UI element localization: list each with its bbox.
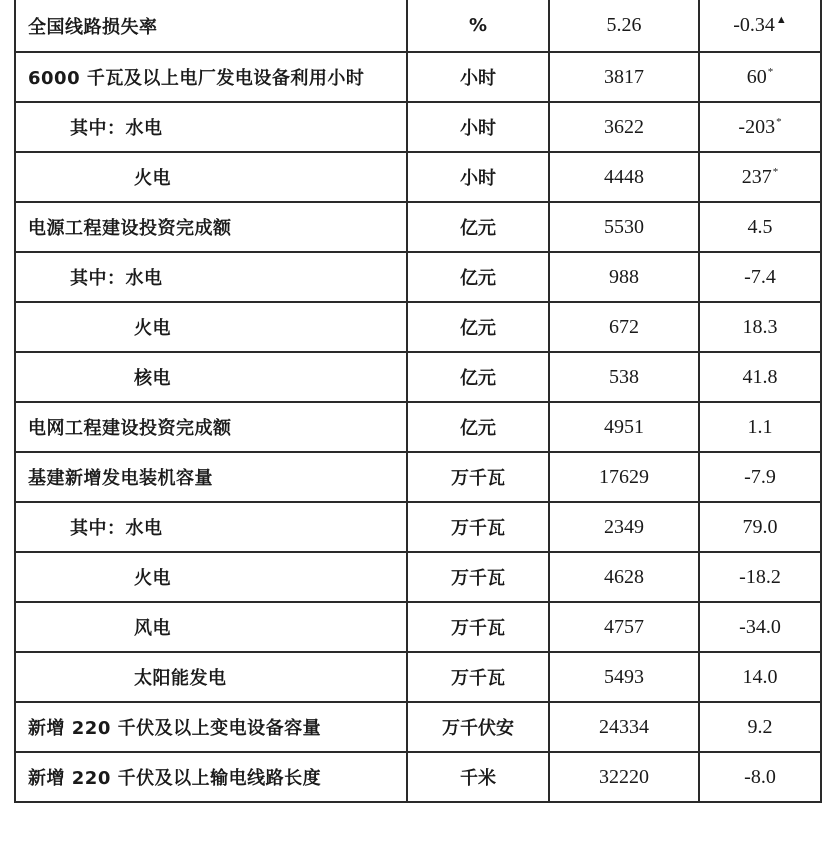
indicator-name-cell: 基建新增发电装机容量	[15, 452, 407, 502]
asterisk-marker: *	[767, 65, 774, 78]
unit-cell: 千米	[407, 752, 549, 802]
unit-cell: 亿元	[407, 402, 549, 452]
unit-cell: 亿元	[407, 352, 549, 402]
change-value: -7.4	[744, 265, 776, 288]
indicator-name-cell: 6000 千瓦及以上电厂发电设备利用小时	[15, 52, 407, 102]
table-row	[15, 52, 821, 102]
asterisk-marker: *	[772, 165, 779, 178]
value-cell: 4757	[549, 602, 699, 652]
table-row	[15, 552, 821, 602]
table-row	[15, 0, 821, 52]
unit-cell: 万千瓦	[407, 602, 549, 652]
value-cell: 3622	[549, 102, 699, 152]
table-row	[15, 602, 821, 652]
indicator-name-cell: 火电	[15, 152, 407, 202]
value-cell: 4448	[549, 152, 699, 202]
unit-cell: 万千瓦	[407, 452, 549, 502]
table-body	[15, 0, 821, 802]
value-cell: 5530	[549, 202, 699, 252]
triangle-marker-icon: ▲	[775, 14, 787, 26]
value-cell: 4628	[549, 552, 699, 602]
change-cell	[699, 252, 821, 302]
indicator-name-cell: 火电	[15, 552, 407, 602]
table-row	[15, 752, 821, 802]
indicator-name-cell: 太阳能发电	[15, 652, 407, 702]
table-row	[15, 302, 821, 352]
value-cell: 17629	[549, 452, 699, 502]
change-value: -203	[738, 115, 776, 138]
change-value: 9.2	[747, 715, 773, 738]
change-cell	[699, 602, 821, 652]
value-cell: 5493	[549, 652, 699, 702]
change-value: 79.0	[742, 515, 778, 538]
indicator-name-cell: 全国线路损失率	[15, 0, 407, 52]
change-cell	[699, 452, 821, 502]
value-cell: 988	[549, 252, 699, 302]
change-cell	[699, 152, 821, 202]
table-row	[15, 702, 821, 752]
indicator-name-cell: 风电	[15, 602, 407, 652]
value-cell: 32220	[549, 752, 699, 802]
change-value: -7.9	[744, 465, 776, 488]
value-cell: 3817	[549, 52, 699, 102]
table-row	[15, 502, 821, 552]
power-statistics-table	[14, 0, 822, 803]
change-value: 1.1	[747, 415, 773, 438]
unit-cell: 万千瓦	[407, 502, 549, 552]
indicator-name-cell: 火电	[15, 302, 407, 352]
change-cell	[699, 352, 821, 402]
table-row	[15, 152, 821, 202]
change-cell	[699, 402, 821, 452]
indicator-name-cell: 电源工程建设投资完成额	[15, 202, 407, 252]
change-cell	[699, 502, 821, 552]
table-row	[15, 202, 821, 252]
change-value: -18.2	[739, 565, 781, 588]
table-row	[15, 352, 821, 402]
indicator-name-cell: 其中：水电	[15, 252, 407, 302]
change-value: 237	[741, 165, 772, 188]
change-value: -0.34	[733, 14, 775, 36]
change-cell	[699, 52, 821, 102]
indicator-name-cell: 新增 220 千伏及以上变电设备容量	[15, 702, 407, 752]
unit-cell: 亿元	[407, 302, 549, 352]
change-cell	[699, 702, 821, 752]
change-cell	[699, 652, 821, 702]
change-cell	[699, 102, 821, 152]
value-cell: 5.26	[549, 0, 699, 52]
unit-cell: 小时	[407, 102, 549, 152]
change-cell	[699, 0, 821, 52]
change-value: 18.3	[742, 315, 778, 338]
unit-cell: 亿元	[407, 252, 549, 302]
value-cell: 538	[549, 352, 699, 402]
change-value: -8.0	[744, 765, 776, 788]
table-row	[15, 102, 821, 152]
value-cell: 4951	[549, 402, 699, 452]
unit-cell: %	[407, 0, 549, 52]
indicator-name-cell: 电网工程建设投资完成额	[15, 402, 407, 452]
value-cell: 2349	[549, 502, 699, 552]
table-row	[15, 652, 821, 702]
unit-cell: 小时	[407, 152, 549, 202]
change-value: 4.5	[747, 215, 773, 238]
value-cell: 672	[549, 302, 699, 352]
change-cell	[699, 202, 821, 252]
indicator-name-cell: 核电	[15, 352, 407, 402]
change-cell	[699, 552, 821, 602]
table-row	[15, 452, 821, 502]
asterisk-marker: *	[776, 115, 782, 128]
indicator-name-cell: 新增 220 千伏及以上输电线路长度	[15, 752, 407, 802]
change-value: 41.8	[742, 365, 778, 388]
change-value: 60	[746, 65, 767, 88]
statistics-table-container	[14, 0, 820, 803]
value-cell: 24334	[549, 702, 699, 752]
table-row	[15, 252, 821, 302]
change-value: -34.0	[739, 615, 781, 638]
unit-cell: 小时	[407, 52, 549, 102]
unit-cell: 万千伏安	[407, 702, 549, 752]
change-cell	[699, 302, 821, 352]
unit-cell: 万千瓦	[407, 552, 549, 602]
table-row	[15, 402, 821, 452]
change-cell	[699, 752, 821, 802]
unit-cell: 万千瓦	[407, 652, 549, 702]
indicator-name-cell: 其中：水电	[15, 102, 407, 152]
indicator-name-cell: 其中：水电	[15, 502, 407, 552]
change-value: 14.0	[742, 665, 778, 688]
unit-cell: 亿元	[407, 202, 549, 252]
